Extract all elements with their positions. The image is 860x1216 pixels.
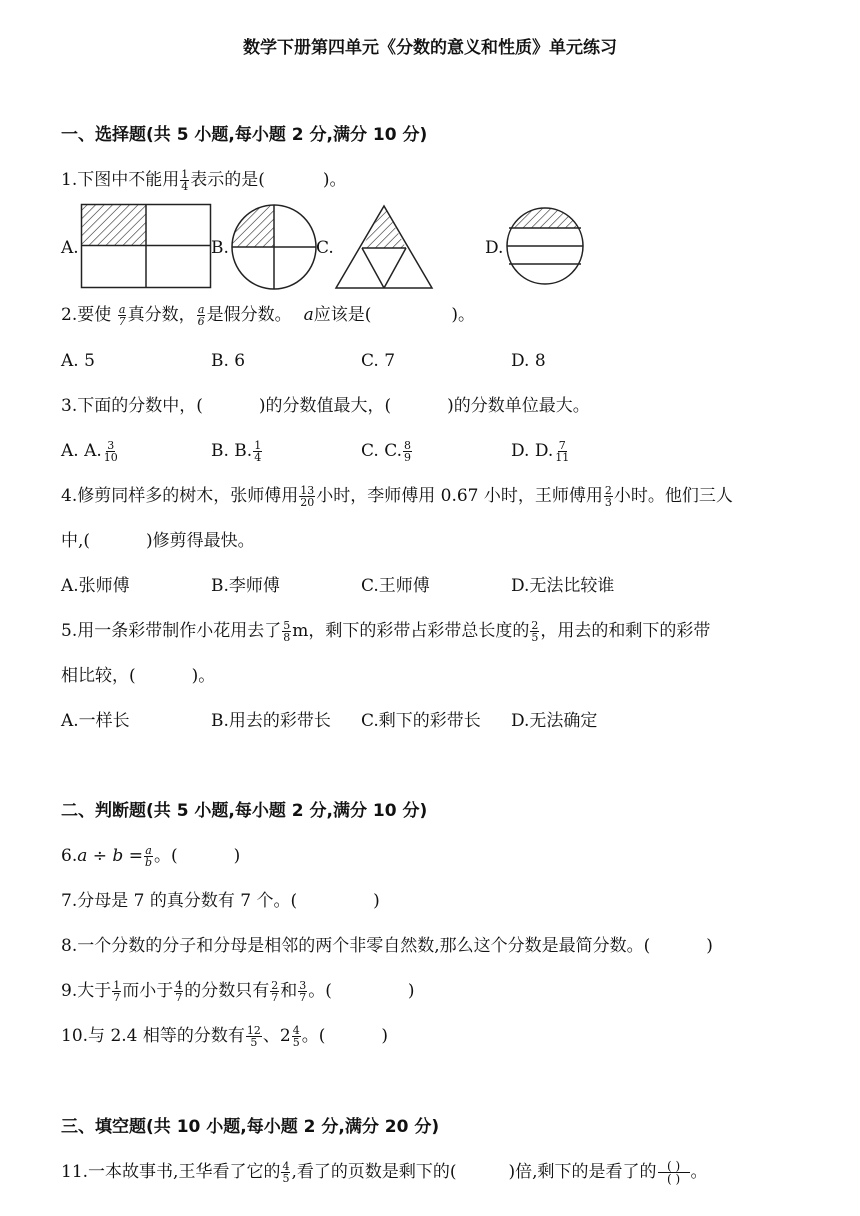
question-11: 11.一本故事书,王华看了它的 $\frac{4}{5}$ ,看了的页数是剩下的( )倍,剩下的是看了的 $\frac{( )}{( )}$ 。	[61, 1159, 708, 1186]
question-5: 5.用一条彩带制作小花用去了 $\frac{5}{8}$ m，剩下的彩带占彩带总长度的 $\frac{2}{5}$ ，用去的和剩下的彩带	[61, 619, 711, 644]
question-7: 7.分母是 7 的真分数有 7 个。( )	[61, 891, 380, 911]
question-9: 9.大于 $\frac{1}{7}$ 而小于 $\frac{4}{7}$ 的分数只有 $\frac{2}{7}$ 和 $\frac{3}{7}$ 。( )	[61, 979, 415, 1004]
question-10: 10.与 2.4 相等的分数有 $\frac{12}{5}$ 、2 $\frac{4}{5}$ 。( )	[61, 1024, 388, 1049]
section-2-heading: 二、判断题(共 5 小题,每小题 2 分,满分 10 分)	[61, 801, 428, 821]
option-c-label: C.	[316, 238, 334, 258]
question-2: 2.要使 $\frac{a}{7}$ 真分数， $\frac{a}{6}$ 是假分数。 a应该是( )。	[61, 303, 476, 328]
question-1: 1.下图中不能用 $\frac{1}{4}$ 表示的是( )。	[61, 168, 347, 193]
option-d-label: D.	[485, 238, 504, 258]
option-b-label: B.	[211, 238, 229, 258]
fraction: $\frac{1}{4}$	[181, 168, 189, 193]
question-4-line-2: 中,( )修剪得最快。	[61, 531, 255, 551]
question-8: 8.一个分数的分子和分母是相邻的两个非零自然数,那么这个分数是最简分数。( )	[61, 936, 713, 956]
figure-a-rectangle-grid	[80, 203, 212, 289]
figure-d-circle-strips	[505, 203, 585, 289]
question-6: 6.a ÷ b = $\frac{a}{b}$ 。( )	[61, 844, 241, 869]
figure-b-circle-quarters	[230, 203, 318, 291]
question-3: 3.下面的分数中，( )的分数值最大，( )的分数单位最大。	[61, 396, 590, 416]
question-5-line-2: 相比较，( )。	[61, 666, 216, 686]
option-a-label: A.	[61, 238, 79, 258]
page-title: 数学下册第四单元《分数的意义和性质》单元练习	[243, 38, 617, 58]
figure-c-triangle	[334, 204, 434, 290]
question-4: 4.修剪同样多的树木，张师傅用 $\frac{13}{20}$ 小时，李师傅用 0.67 小时，王师傅用 $\frac{2}{3}$ 小时。他们三人	[61, 484, 733, 509]
section-3-heading: 三、填空题(共 10 小题,每小题 2 分,满分 20 分)	[61, 1117, 440, 1137]
section-1-heading: 一、选择题(共 5 小题,每小题 2 分,满分 10 分)	[61, 125, 428, 145]
